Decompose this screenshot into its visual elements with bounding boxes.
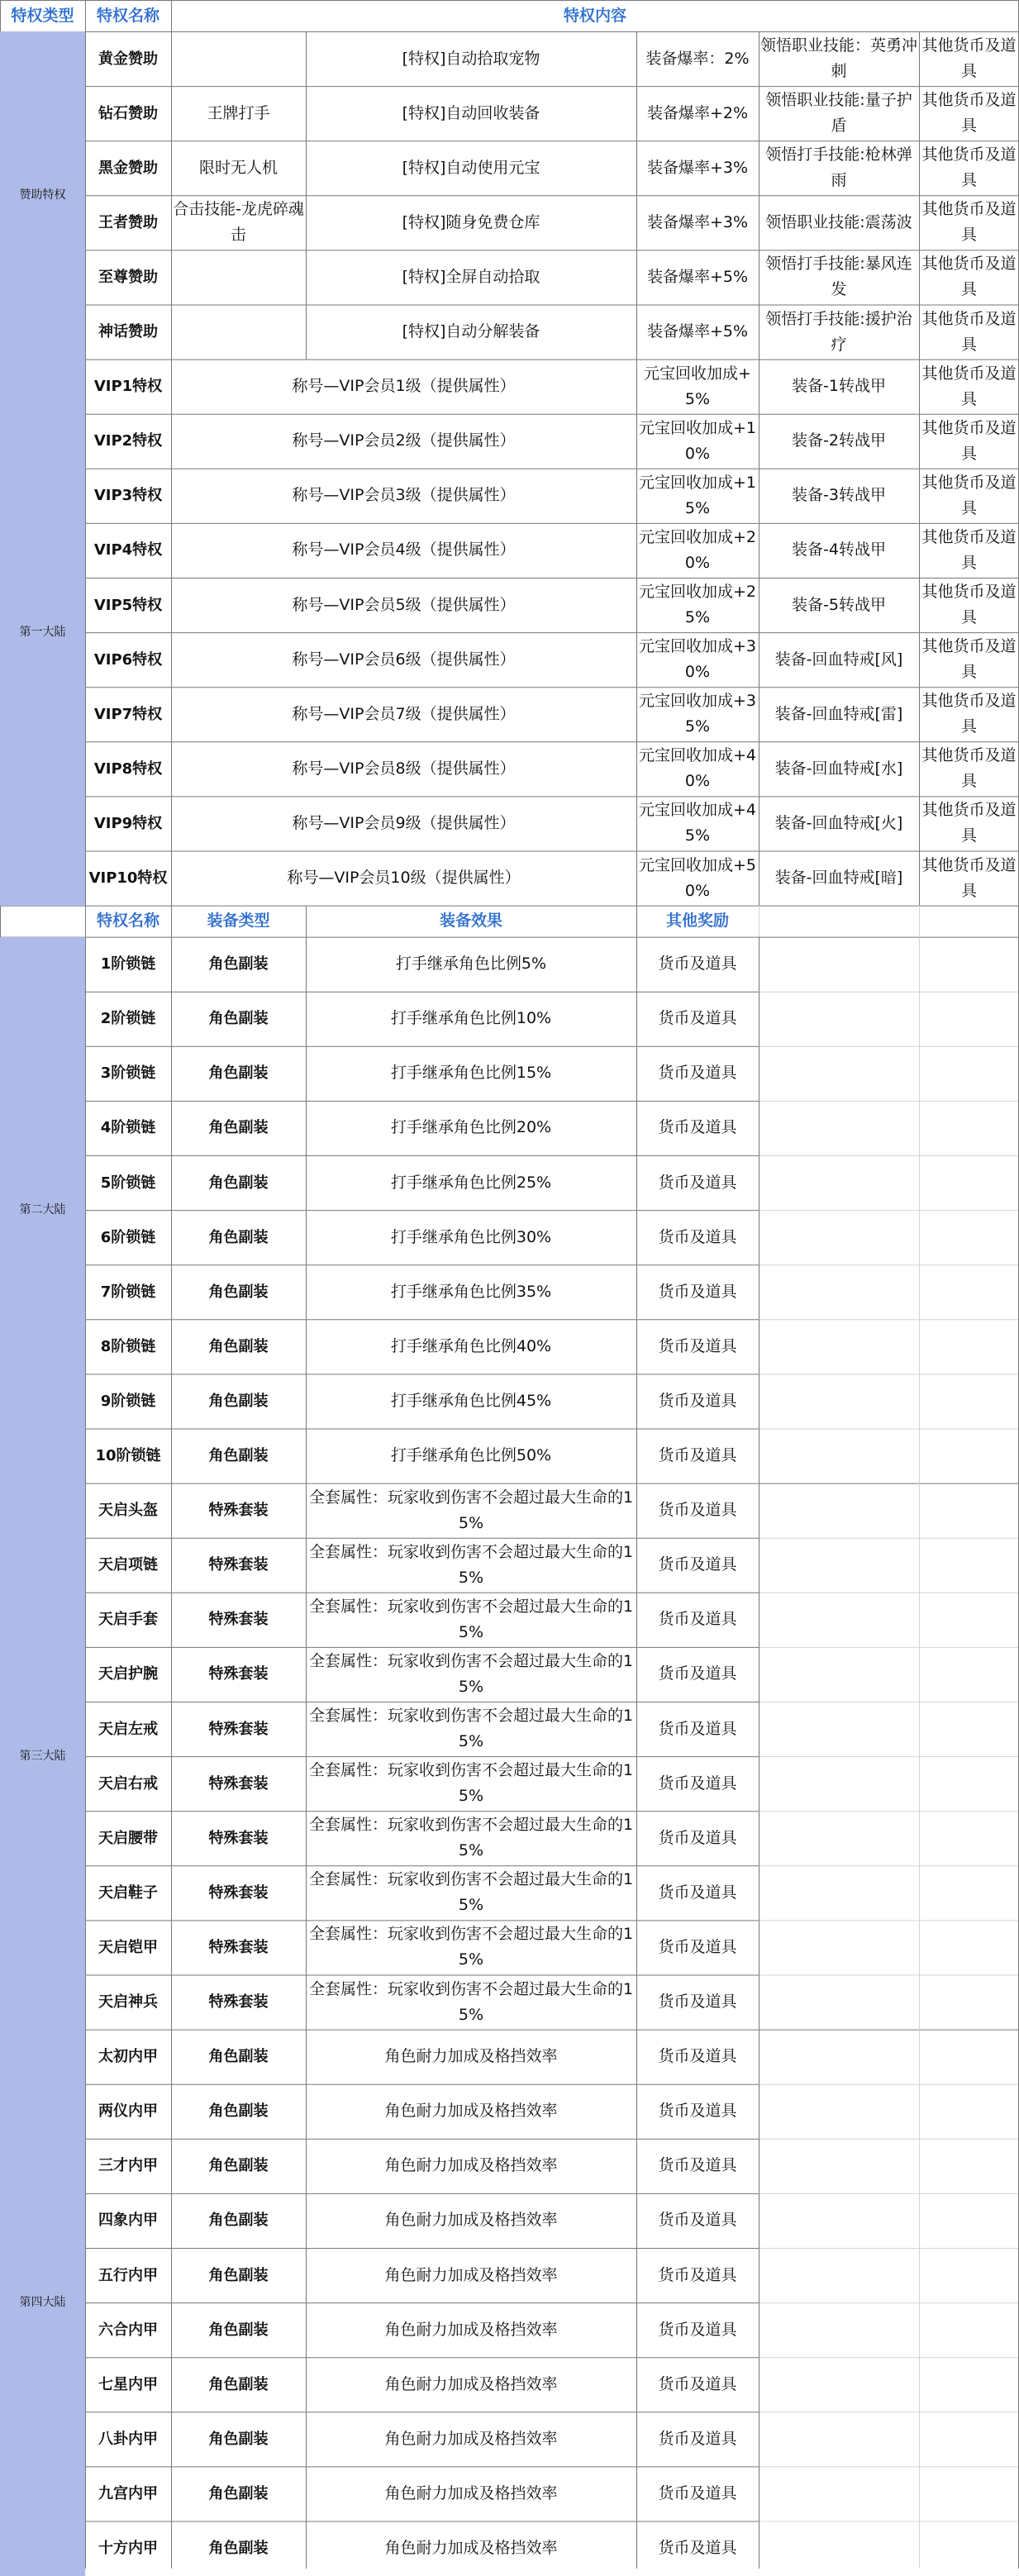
equipment-reward: 装备-5转战甲 xyxy=(792,595,886,614)
equipment-type: 特殊套装 xyxy=(208,1556,269,1574)
equipment-effect: 打手继承角色比例20% xyxy=(390,1118,552,1137)
bonus-item xyxy=(171,305,306,359)
privilege-name: 至尊赞助 xyxy=(98,268,158,286)
privilege-feature: [特权]随身免费仓库 xyxy=(402,212,540,231)
drop-rate: 装备爆率+5% xyxy=(646,322,749,341)
title-reward: 称号—VIP会员3级（提供属性） xyxy=(292,486,516,505)
privilege-name: 天启手套 xyxy=(98,1611,158,1629)
privilege-name: VIP9特权 xyxy=(93,814,163,832)
equipment-effect: 打手继承角色比例25% xyxy=(390,1173,552,1192)
privilege-name: 七星内甲 xyxy=(98,2375,158,2393)
equipment-type: 角色副装 xyxy=(208,2212,269,2230)
equipment-effect: 打手继承角色比例5% xyxy=(395,955,547,974)
equipment-effect: 全套属性：玩家收到伤害不会超过最大生命的15% xyxy=(308,1488,634,1532)
equipment-type: 角色副装 xyxy=(208,2375,269,2393)
equipment-effect: 角色耐力加成及格挡效率 xyxy=(384,2429,558,2448)
privilege-name: 神话赞助 xyxy=(98,323,158,341)
equipment-type: 角色副装 xyxy=(208,2540,269,2558)
other-reward: 货币及道具 xyxy=(658,1336,737,1355)
equipment-effect: 全套属性：玩家收到伤害不会超过最大生命的15% xyxy=(308,1979,634,2024)
equipment-type: 特殊套装 xyxy=(208,1774,269,1793)
privilege-name: 10阶锁链 xyxy=(95,1447,161,1465)
privilege-name: 九宫内甲 xyxy=(98,2484,158,2502)
title-reward: 称号—VIP会员1级（提供属性） xyxy=(292,377,516,396)
privilege-name: 7阶锁链 xyxy=(100,1283,156,1301)
other-reward: 货币及道具 xyxy=(658,2539,737,2558)
privilege-name: VIP7特权 xyxy=(93,705,163,723)
privilege-name: 钻石赞助 xyxy=(98,104,158,122)
drop-rate: 装备爆率+3% xyxy=(646,158,749,177)
equipment-effect: 打手继承角色比例10% xyxy=(390,1009,552,1028)
equipment-type: 角色副装 xyxy=(208,1337,269,1355)
header-col-name: 特权名称 xyxy=(96,6,160,25)
privilege-name: 天启护腕 xyxy=(98,1665,158,1683)
other-reward: 其他货币及道具 xyxy=(921,746,1017,791)
skill-reward: 领悟职业技能：英勇冲刺 xyxy=(760,36,918,81)
bonus-item: 合击技能-龙虎碎魂击 xyxy=(173,200,304,245)
privilege-name: 8阶锁链 xyxy=(100,1337,156,1355)
equipment-type: 特殊套装 xyxy=(208,1993,269,2012)
equipment-effect: 角色耐力加成及格挡效率 xyxy=(384,2539,558,2558)
equipment-type: 角色副装 xyxy=(208,955,269,974)
ingot-bonus: 元宝回收加成+30% xyxy=(638,637,756,682)
privilege-name: 天启项链 xyxy=(98,1556,158,1574)
equipment-effect: 角色耐力加成及格挡效率 xyxy=(384,2211,558,2230)
privilege-name: 黑金赞助 xyxy=(98,159,158,177)
other-reward: 其他货币及道具 xyxy=(921,473,1017,517)
ingot-bonus: 元宝回收加成+15% xyxy=(638,473,756,517)
other-reward: 其他货币及道具 xyxy=(921,855,1017,900)
privilege-feature: [特权]自动拾取宠物 xyxy=(402,49,540,68)
other-reward: 货币及道具 xyxy=(658,1118,737,1137)
skill-reward: 领悟职业技能:量子护盾 xyxy=(765,91,912,136)
other-reward: 货币及道具 xyxy=(658,1828,737,1847)
privilege-name: 5阶锁链 xyxy=(100,1174,156,1192)
privilege-name: 黄金赞助 xyxy=(98,50,158,68)
section-label: 第二大陆 xyxy=(0,937,85,1483)
other-reward: 货币及道具 xyxy=(658,2429,737,2448)
equipment-type: 特殊套装 xyxy=(208,1883,269,1902)
privilege-name: VIP2特权 xyxy=(93,432,163,450)
equipment-type: 角色副装 xyxy=(208,1064,269,1083)
other-reward: 货币及道具 xyxy=(658,1993,737,2012)
equipment-type: 特殊套装 xyxy=(208,1502,269,1520)
privilege-name: VIP6特权 xyxy=(93,650,163,669)
equipment-reward: 装备-回血特戒[雷] xyxy=(774,704,903,723)
title-reward: 称号—VIP会员2级（提供属性） xyxy=(292,431,516,450)
equipment-type: 角色副装 xyxy=(208,2102,269,2121)
other-reward: 货币及道具 xyxy=(658,1883,737,1902)
title-reward: 称号—VIP会员4级（提供属性） xyxy=(292,540,516,559)
skill-reward: 领悟职业技能:震荡波 xyxy=(765,212,912,231)
section-label: 第四大陆 xyxy=(0,2030,85,2576)
title-reward: 称号—VIP会员8级（提供属性） xyxy=(292,759,516,778)
privilege-name: 天启腰带 xyxy=(98,1829,158,1847)
equipment-type: 特殊套装 xyxy=(208,1938,269,1956)
equipment-effect: 全套属性：玩家收到伤害不会超过最大生命的15% xyxy=(308,1597,634,1641)
equipment-effect: 打手继承角色比例40% xyxy=(390,1336,552,1355)
privilege-name: 四象内甲 xyxy=(98,2212,158,2230)
equipment-effect: 角色耐力加成及格挡效率 xyxy=(384,2047,558,2066)
equipment-effect: 打手继承角色比例30% xyxy=(390,1227,552,1246)
other-reward: 其他货币及道具 xyxy=(921,200,1017,245)
privilege-name: 6阶锁链 xyxy=(100,1228,156,1246)
equipment-effect: 全套属性：玩家收到伤害不会超过最大生命的15% xyxy=(308,1925,634,1969)
equipment-effect: 打手继承角色比例45% xyxy=(390,1391,552,1410)
other-reward: 货币及道具 xyxy=(658,2211,737,2230)
skill-reward: 领悟打手技能:暴风连发 xyxy=(765,255,912,299)
section-label: 赞助特权 xyxy=(0,31,85,359)
equipment-reward: 装备-回血特戒[暗] xyxy=(774,869,903,888)
subheader-cell: 其他奖励 xyxy=(665,912,729,931)
equipment-type: 角色副装 xyxy=(208,1174,269,1192)
title-reward: 称号—VIP会员10级（提供属性） xyxy=(287,869,521,888)
equipment-reward: 装备-2转战甲 xyxy=(792,431,886,450)
equipment-reward: 装备-回血特戒[火] xyxy=(774,813,903,832)
bonus-item: 限时无人机 xyxy=(198,158,278,177)
title-reward: 称号—VIP会员9级（提供属性） xyxy=(292,813,516,832)
equipment-effect: 全套属性：玩家收到伤害不会超过最大生命的15% xyxy=(308,1707,634,1751)
section-label: 第一大陆 xyxy=(0,359,85,906)
equipment-effect: 打手继承角色比例35% xyxy=(390,1282,552,1301)
equipment-type: 角色副装 xyxy=(208,2157,269,2175)
equipment-type: 角色副装 xyxy=(208,1010,269,1028)
other-reward: 其他货币及道具 xyxy=(921,145,1017,190)
ingot-bonus: 元宝回收加成+10% xyxy=(638,418,756,463)
privilege-name: VIP1特权 xyxy=(93,378,163,396)
skill-reward: 领悟打手技能:援护治疗 xyxy=(765,309,912,354)
equipment-effect: 全套属性：玩家收到伤害不会超过最大生命的15% xyxy=(308,1761,634,1806)
other-reward: 其他货币及道具 xyxy=(921,637,1017,682)
privilege-name: 天启铠甲 xyxy=(98,1938,158,1956)
privilege-name: 两仪内甲 xyxy=(98,2102,158,2121)
other-reward: 货币及道具 xyxy=(658,1774,737,1793)
other-reward: 其他货币及道具 xyxy=(921,91,1017,136)
other-reward: 其他货币及道具 xyxy=(921,36,1017,81)
other-reward: 货币及道具 xyxy=(658,1282,737,1301)
drop-rate: 装备爆率+2% xyxy=(646,103,749,122)
equipment-type: 特殊套装 xyxy=(208,1829,269,1847)
equipment-effect: 全套属性：玩家收到伤害不会超过最大生命的15% xyxy=(308,1542,634,1587)
ingot-bonus: 元宝回收加成+5% xyxy=(644,364,751,408)
other-reward: 货币及道具 xyxy=(658,1227,737,1246)
equipment-effect: 角色耐力加成及格挡效率 xyxy=(384,2102,558,2121)
title-reward: 称号—VIP会员5级（提供属性） xyxy=(292,595,516,614)
equipment-effect: 打手继承角色比例50% xyxy=(390,1446,552,1465)
drop-rate: 装备爆率+5% xyxy=(646,267,749,286)
privilege-feature: [特权]自动分解装备 xyxy=(402,322,540,341)
other-reward: 其他货币及道具 xyxy=(921,583,1017,627)
equipment-type: 特殊套装 xyxy=(208,1720,269,1738)
other-reward: 货币及道具 xyxy=(658,2047,737,2066)
other-reward: 货币及道具 xyxy=(658,1555,737,1574)
equipment-effect: 角色耐力加成及格挡效率 xyxy=(384,2483,558,2502)
equipment-type: 角色副装 xyxy=(208,1119,269,1137)
bonus-item xyxy=(171,31,306,86)
subheader-cell: 特权名称 xyxy=(96,912,160,931)
other-reward: 货币及道具 xyxy=(658,1009,737,1028)
equipment-type: 角色副装 xyxy=(208,1228,269,1246)
other-reward: 货币及道具 xyxy=(658,1937,737,1956)
other-reward: 其他货币及道具 xyxy=(921,364,1017,408)
privilege-name: 天启神兵 xyxy=(98,1993,158,2012)
other-reward: 货币及道具 xyxy=(658,1391,737,1410)
privilege-name: VIP4特权 xyxy=(93,541,163,559)
privilege-name: 天启头盔 xyxy=(98,1502,158,1520)
privilege-name: 八卦内甲 xyxy=(98,2430,158,2448)
header-col-type: 特权类型 xyxy=(11,6,74,25)
ingot-bonus: 元宝回收加成+50% xyxy=(638,855,756,900)
privilege-name: 9阶锁链 xyxy=(100,1392,156,1410)
equipment-effect: 角色耐力加成及格挡效率 xyxy=(384,2374,558,2393)
other-reward: 货币及道具 xyxy=(658,2483,737,2502)
equipment-type: 角色副装 xyxy=(208,2266,269,2284)
equipment-reward: 装备-4转战甲 xyxy=(792,540,886,559)
equipment-type: 角色副装 xyxy=(208,2484,269,2502)
section-label: 第三大陆 xyxy=(0,1483,85,2030)
other-reward: 货币及道具 xyxy=(658,2156,737,2175)
privilege-name: 2阶锁链 xyxy=(100,1010,156,1028)
ingot-bonus: 元宝回收加成+20% xyxy=(638,527,756,572)
other-reward: 其他货币及道具 xyxy=(921,527,1017,572)
equipment-effect: 角色耐力加成及格挡效率 xyxy=(384,2265,558,2284)
ingot-bonus: 元宝回收加成+35% xyxy=(638,692,756,736)
equipment-effect: 角色耐力加成及格挡效率 xyxy=(384,2156,558,2175)
equipment-type: 角色副装 xyxy=(208,2321,269,2339)
privilege-name: VIP10特权 xyxy=(88,869,168,888)
equipment-reward: 装备-1转战甲 xyxy=(792,377,886,396)
other-reward: 货币及道具 xyxy=(658,1610,737,1629)
header-col-content: 特权内容 xyxy=(563,6,626,25)
other-reward: 货币及道具 xyxy=(658,2320,737,2339)
other-reward: 货币及道具 xyxy=(658,2102,737,2121)
drop-rate: 装备爆率+3% xyxy=(646,212,749,231)
ingot-bonus: 元宝回收加成+25% xyxy=(638,583,756,627)
equipment-type: 角色副装 xyxy=(208,1447,269,1465)
bonus-item xyxy=(171,250,306,304)
other-reward: 货币及道具 xyxy=(658,2265,737,2284)
other-reward: 货币及道具 xyxy=(658,955,737,974)
title-reward: 称号—VIP会员7级（提供属性） xyxy=(292,704,516,723)
privilege-feature: [特权]自动使用元宝 xyxy=(402,158,540,177)
privilege-name: 天启鞋子 xyxy=(98,1883,158,1902)
privilege-name: 六合内甲 xyxy=(98,2321,158,2339)
privilege-name: 3阶锁链 xyxy=(100,1064,156,1083)
equipment-type: 角色副装 xyxy=(208,1283,269,1301)
other-reward: 其他货币及道具 xyxy=(921,692,1017,736)
equipment-reward: 装备-3转战甲 xyxy=(792,486,886,505)
equipment-reward: 装备-回血特戒[风] xyxy=(774,650,903,669)
privilege-name: 1阶锁链 xyxy=(100,955,156,974)
other-reward: 其他货币及道具 xyxy=(921,801,1017,845)
privilege-name: 天启右戒 xyxy=(98,1774,158,1793)
equipment-effect: 全套属性：玩家收到伤害不会超过最大生命的15% xyxy=(308,1816,634,1860)
equipment-type: 角色副装 xyxy=(208,1392,269,1410)
title-reward: 称号—VIP会员6级（提供属性） xyxy=(292,650,516,669)
equipment-reward: 装备-回血特戒[水] xyxy=(774,759,903,778)
other-reward: 货币及道具 xyxy=(658,1064,737,1083)
other-reward: 货币及道具 xyxy=(658,1446,737,1465)
bonus-item: 王牌打手 xyxy=(207,103,270,122)
privilege-name: 4阶锁链 xyxy=(100,1119,156,1137)
other-reward: 货币及道具 xyxy=(658,1719,737,1738)
equipment-type: 特殊套装 xyxy=(208,1665,269,1683)
equipment-effect: 打手继承角色比例15% xyxy=(390,1064,552,1083)
other-reward: 货币及道具 xyxy=(658,1173,737,1192)
equipment-effect: 全套属性：玩家收到伤害不会超过最大生命的15% xyxy=(308,1870,634,1915)
other-reward: 货币及道具 xyxy=(658,2374,737,2393)
privilege-name: 三才内甲 xyxy=(98,2157,158,2175)
ingot-bonus: 元宝回收加成+45% xyxy=(638,801,756,845)
privilege-name: 五行内甲 xyxy=(98,2266,158,2284)
ingot-bonus: 元宝回收加成+40% xyxy=(638,746,756,791)
privilege-feature: [特权]自动回收装备 xyxy=(402,103,540,122)
equipment-effect: 角色耐力加成及格挡效率 xyxy=(384,2320,558,2339)
privilege-name: 王者赞助 xyxy=(98,213,158,231)
other-reward: 其他货币及道具 xyxy=(921,255,1017,299)
equipment-type: 角色副装 xyxy=(208,2430,269,2448)
privilege-name: 太初内甲 xyxy=(98,2048,158,2066)
equipment-type: 角色副装 xyxy=(208,2048,269,2066)
other-reward: 其他货币及道具 xyxy=(921,309,1017,354)
privilege-name: 十方内甲 xyxy=(98,2540,158,2558)
other-reward: 其他货币及道具 xyxy=(921,418,1017,463)
privilege-name: 天启左戒 xyxy=(98,1720,158,1738)
privilege-name: VIP8特权 xyxy=(93,759,163,778)
subheader-cell: 装备效果 xyxy=(439,912,502,931)
equipment-effect: 全套属性：玩家收到伤害不会超过最大生命的15% xyxy=(308,1651,634,1696)
subheader-cell: 装备类型 xyxy=(207,912,270,931)
privilege-name: VIP5特权 xyxy=(93,596,163,614)
equipment-type: 特殊套装 xyxy=(208,1611,269,1629)
privilege-feature: [特权]全屏自动拾取 xyxy=(402,267,540,286)
other-reward: 货币及道具 xyxy=(658,1664,737,1683)
other-reward: 货币及道具 xyxy=(658,1501,737,1520)
drop-rate: 装备爆率：2% xyxy=(645,49,750,68)
privilege-name: VIP3特权 xyxy=(93,487,163,505)
skill-reward: 领悟打手技能:枪林弹雨 xyxy=(765,145,912,190)
